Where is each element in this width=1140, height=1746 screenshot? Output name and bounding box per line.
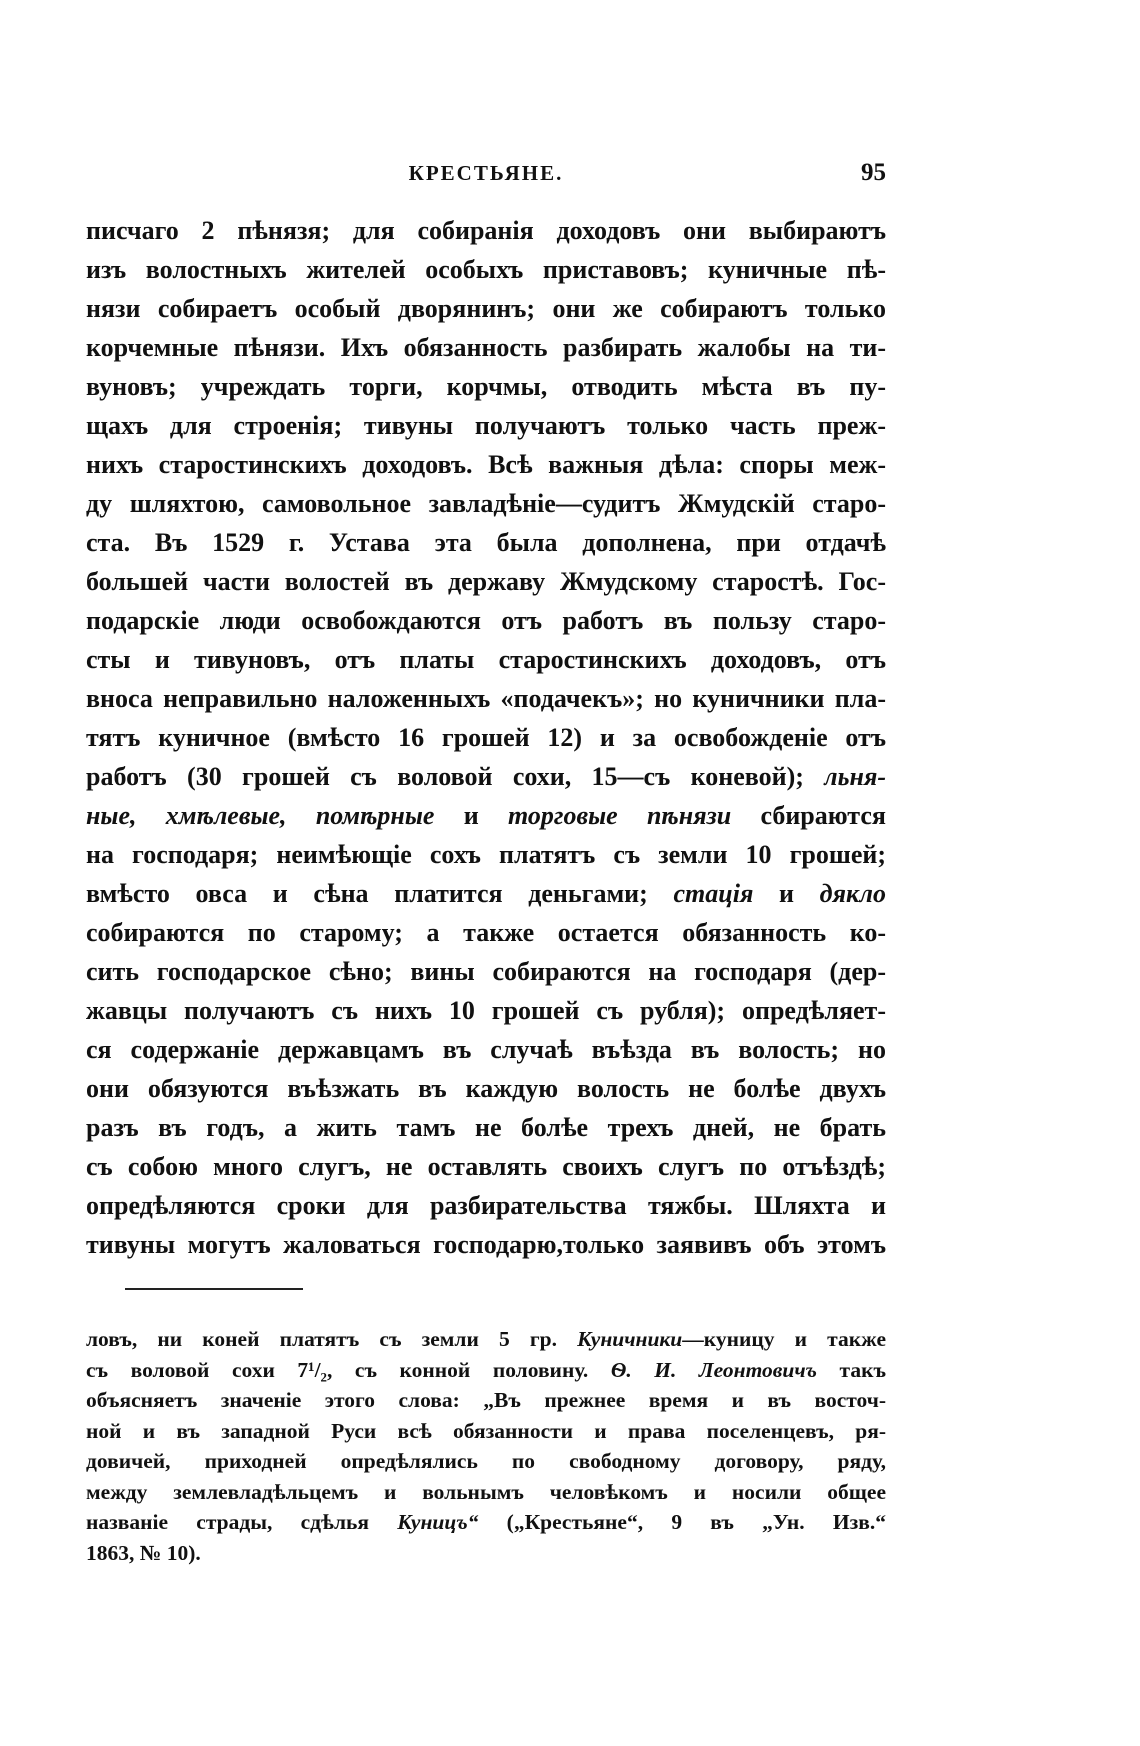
page-number: 95 (861, 159, 886, 186)
text-segment: названіе страды, сдѣлья (86, 1510, 370, 1534)
text-line: ста. Въ 1529 г. Устава эта была дополнена, при отдачѣ (86, 528, 886, 557)
footnote-line: объясняетъ значеніе этого слова: „Въ прежнее время и въ восточ- (86, 1388, 886, 1412)
text-line: сить господарское сѣно; вины собираются на господаря (дер- (86, 957, 886, 986)
text-segment: и (463, 801, 479, 830)
italic-term: помѣрные (315, 801, 435, 830)
footnote-line-mixed (86, 1355, 886, 1386)
text-line: вуновъ; учреждать торги, корчмы, отводить мѣста въ пу- (86, 372, 886, 401)
running-head (86, 158, 886, 188)
text-line: ся содержаніе державцамъ въ случаѣ въѣзда въ волость; но (86, 1035, 886, 1064)
text-segment: съ воловой сохи 7¹/₂, съ конной половину. (86, 1357, 589, 1382)
footnote-divider (125, 1288, 303, 1290)
text-line: собираются по старому; а также остается обязанность ко- (86, 918, 886, 947)
italic-term: Куничники (577, 1327, 683, 1351)
text-line: тивуны могутъ жаловаться господарю,только заявивъ объ этомъ (86, 1230, 886, 1259)
text-line: вноса неправильно наложенныхъ «подачекъ»; но куничники пла- (86, 684, 886, 713)
text-line-mixed (86, 796, 886, 835)
text-line: опредѣляются сроки для разбирательства тяжбы. Шляхта и (86, 1191, 886, 1220)
footnote-line: между землевладѣльцемъ и вольнымъ человѣкомъ и носили общее (86, 1479, 886, 1504)
text-line: подарскіе люди освобождаются отъ работъ въ пользу старо- (86, 606, 886, 635)
text-line: тятъ куничное (вмѣсто 16 грошей 12) и за освобожденіе отъ (86, 723, 886, 752)
text-line: на господаря; неимѣющіе сохъ платятъ съ земли 10 грошей; (86, 840, 886, 869)
text-line-mixed (86, 874, 886, 913)
text-segment: работъ (30 грошей съ воловой сохи, 15—съ коневой); (86, 762, 804, 791)
text-segment: —куницу и также (682, 1327, 886, 1351)
text-line: большей части волостей въ державу Жмудскому старостѣ. Гос- (86, 567, 886, 596)
italic-term: торговые пѣнязи (508, 801, 732, 830)
text-line: жавцы получаютъ съ нихъ 10 грошей съ рубля); опредѣляет- (86, 996, 886, 1025)
footnote-line: ной и въ западной Руси всѣ обязанности и права поселенцевъ, ря- (86, 1418, 886, 1443)
text-segment: такъ (839, 1357, 886, 1382)
text-line: нихъ старостинскихъ доходовъ. Всѣ важныя дѣла: споры меж- (86, 450, 886, 479)
italic-term: льня- (824, 762, 886, 791)
italic-term: ные, (86, 801, 137, 830)
running-title: КРЕСТЬЯНЕ. (408, 161, 564, 185)
text-line: щахъ для строенія; тивуны получаютъ только часть преж- (86, 411, 886, 440)
footnote-line: довичей, приходней опредѣлялись по свободному договору, ряду, (86, 1449, 886, 1473)
text-segment: ловъ, ни коней платятъ съ земли 5 гр. (86, 1327, 557, 1351)
text-line: ду шляхтою, самовольное завладѣніе—судитъ Жмудскій старо- (86, 489, 886, 518)
italic-term: дякло (819, 879, 886, 908)
text-line: изъ волостныхъ жителей особыхъ приставовъ; куничные пѣ- (86, 255, 886, 284)
italic-term: Ѳ. И. Леонтовичъ (610, 1357, 817, 1382)
footnote-line: 1863, № 10). (86, 1540, 201, 1565)
text-segment: вмѣсто овса и сѣна платится деньгами; (86, 879, 648, 908)
italic-term: Куницъ“ (397, 1510, 479, 1534)
text-line: писчаго 2 пѣнязя; для собиранія доходовъ они выбираютъ (86, 216, 886, 245)
text-segment: сбираются (760, 801, 886, 830)
text-line: разъ въ годъ, а жить тамъ не болѣе трехъ дней, не брать (86, 1113, 886, 1142)
text-line: нязи собираетъ особый дворянинъ; они же собираютъ только (86, 294, 886, 323)
main-text (86, 211, 886, 1264)
footnote-line-mixed (86, 1324, 886, 1355)
text-line: корчемные пѣнязи. Ихъ обязанность разбирать жалобы на ти- (86, 333, 886, 362)
text-line: сты и тивуновъ, отъ платы старостинскихъ доходовъ, отъ (86, 645, 886, 674)
text-segment: („Крестьяне“, 9 въ „Ун. Изв.“ (506, 1510, 886, 1534)
text-line: они обязуются въѣзжать въ каждую волость не болѣе двухъ (86, 1074, 886, 1103)
footnote (86, 1324, 886, 1568)
text-line: съ собою много слугъ, не оставлять своихъ слугъ по отъѣздѣ; (86, 1152, 886, 1181)
italic-term: хмѣлевые, (165, 801, 287, 830)
footnote-line-mixed (86, 1507, 886, 1538)
text-segment: и (779, 879, 794, 908)
italic-term: стація (673, 879, 754, 908)
text-line-mixed (86, 757, 886, 796)
